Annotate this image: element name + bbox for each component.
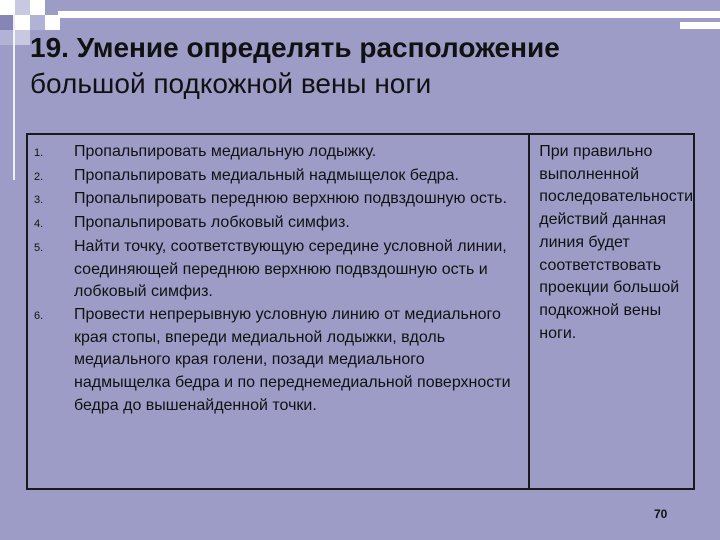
decor-square-9 [15,30,30,45]
step-number: 2. [34,170,44,183]
slide-title [30,30,700,102]
decor-square-2 [15,0,30,15]
decor-square-5 [15,15,30,30]
step-number: 1. [34,147,44,159]
decor-stripe-1 [58,11,720,18]
step-item [28,212,528,236]
step-item [28,165,528,189]
step-item [28,236,528,304]
decor-vertical-line [13,10,15,180]
step-number: 4. [34,218,44,231]
step-number: 6. [34,309,44,322]
result-column [530,135,693,488]
decor-stripe-2 [680,22,720,29]
step-text: Найти точку, соответствующую середине условной линии, соединяющей переднюю верхнюю подвздошную ость и лобковый симфиз. [74,237,507,301]
slide-title-line1: 19. Умение определять расположение [30,32,560,63]
slide-title-line2: большой подкожной вены ноги [30,68,432,99]
step-text: Провести непрерывную условную линию от медиального края стопы, впереди медиальной лодыжки, вдоль медиального края голени, позади медиального надмыщелка бедра и по переднемедиальной поверхности бедра до вышенайденной точки. [74,305,511,414]
step-text: Пропальпировать медиальный надмыщелок бедра. [74,166,459,184]
content-table [26,133,695,490]
step-number: 5. [34,241,44,254]
steps-list [28,141,528,417]
step-item [28,188,528,212]
step-text: Пропальпировать переднюю верхнюю подвздошную ость. [74,190,507,208]
page-number: 70 [654,507,668,521]
decor-square-3 [30,0,45,15]
step-item [28,304,528,418]
step-text: Пропальпировать лобковый симфиз. [74,214,350,232]
step-number: 3. [34,194,44,207]
step-text: Пропальпировать медиальную лодыжку. [74,143,377,160]
steps-column [28,135,530,488]
result-text: При правильно выполненной последовательности действий данная линия будет соответствовать проекции большой подкожной вены ноги. [539,143,693,342]
step-item [28,141,528,165]
decor-square-6 [30,15,45,30]
